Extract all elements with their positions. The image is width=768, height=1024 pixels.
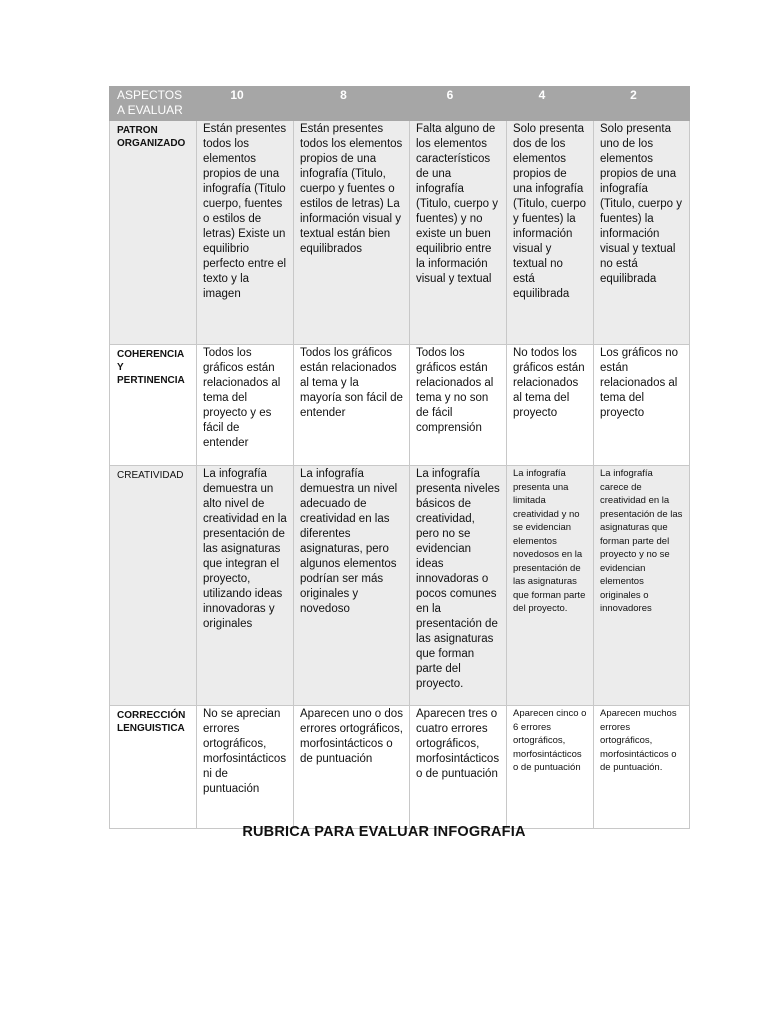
criterion-cell: No se aprecian errores ortográficos, morfosintácticos ni de puntuación <box>197 706 294 829</box>
header-score-2: 2 <box>594 87 690 121</box>
table-row <box>110 706 690 829</box>
table-row <box>110 466 690 706</box>
criterion-cell: Solo presenta dos de los elementos propios de una infografía (Titulo, cuerpo y fuentes) la información visual y textual no está equilibrada <box>507 121 594 345</box>
criterion-cell: Aparecen tres o cuatro errores ortográficos, morfosintácticos o de puntuación <box>410 706 507 829</box>
criterion-cell: Solo presenta uno de los elementos propios de una infografía (Titulo, cuerpo y fuentes) la información visual y textual no está equilibrada <box>594 121 690 345</box>
header-score-4: 4 <box>507 87 594 121</box>
criterion-cell: Aparecen uno o dos errores ortográficos, morfosintácticos o de puntuación <box>294 706 410 829</box>
table-row <box>110 345 690 466</box>
criterion-cell: Todos los gráficos están relacionados al tema y la mayoría son fácil de entender <box>294 345 410 466</box>
aspect-label: CREATIVIDAD <box>110 466 197 706</box>
criterion-cell: Aparecen muchos errores ortográficos, morfosintácticos o de puntuación. <box>594 706 690 829</box>
header-score-10: 10 <box>197 87 294 121</box>
criterion-cell: La infografía carece de creatividad en la presentación de las asignaturas que forman parte del proyecto y no se evidencian elementos originales o innovadores <box>594 466 690 706</box>
criterion-cell: Todos los gráficos están relacionados al tema del proyecto y es fácil de entender <box>197 345 294 466</box>
criterion-cell: La infografía presenta una limitada creatividad y no se evidencian elementos novedosos en la presentación de las asignaturas que forman parte del proyecto. <box>507 466 594 706</box>
header-row <box>110 87 690 121</box>
criterion-cell: Están presentes todos los elementos propios de una infografía (Titulo cuerpo, fuentes o estilos de letras) Existe un equilibrio perfecto entre el texto y la imagen <box>197 121 294 345</box>
criterion-cell: La infografía demuestra un nivel adecuado de creatividad en las diferentes asignaturas, pero algunos elementos podrían ser más originales y novedoso <box>294 466 410 706</box>
table-row <box>110 121 690 345</box>
criterion-cell: Todos los gráficos están relacionados al tema y no son de fácil comprensión <box>410 345 507 466</box>
criterion-cell: Falta alguno de los elementos característicos de una infografía (Titulo, cuerpo y fuentes) y no existe un buen equilibrio entre la información visual y textual <box>410 121 507 345</box>
rubric-table <box>109 86 690 829</box>
criterion-cell: La infografía demuestra un alto nivel de creatividad en la presentación de las asignaturas que integran el proyecto, utilizando ideas innovadoras y originales <box>197 466 294 706</box>
page-title: RUBRICA PARA EVALUAR INFOGRAFIA <box>242 824 526 840</box>
aspect-label: COHERENCIA Y PERTINENCIA <box>110 345 197 466</box>
aspect-label: PATRON ORGANIZADO <box>110 121 197 345</box>
header-aspect: ASPECTOS A EVALUAR <box>110 87 197 121</box>
criterion-cell: Aparecen cinco o 6 errores ortográficos, morfosintácticos o de puntuación <box>507 706 594 829</box>
criterion-cell: Los gráficos no están relacionados al tema del proyecto <box>594 345 690 466</box>
criterion-cell: La infografía presenta niveles básicos de creatividad, pero no se evidencian ideas innovadoras o pocos comunes en la presentación de las asignaturas que forman parte del proyecto. <box>410 466 507 706</box>
criterion-cell: Están presentes todos los elementos propios de una infografía (Titulo, cuerpo y fuentes o estilos de letras) La información visual y textual están bien equilibrados <box>294 121 410 345</box>
header-score-6: 6 <box>410 87 507 121</box>
criterion-cell: No todos los gráficos están relacionados al tema del proyecto <box>507 345 594 466</box>
header-score-8: 8 <box>294 87 410 121</box>
aspect-label: CORRECCIÓN LENGUISTICA <box>110 706 197 829</box>
